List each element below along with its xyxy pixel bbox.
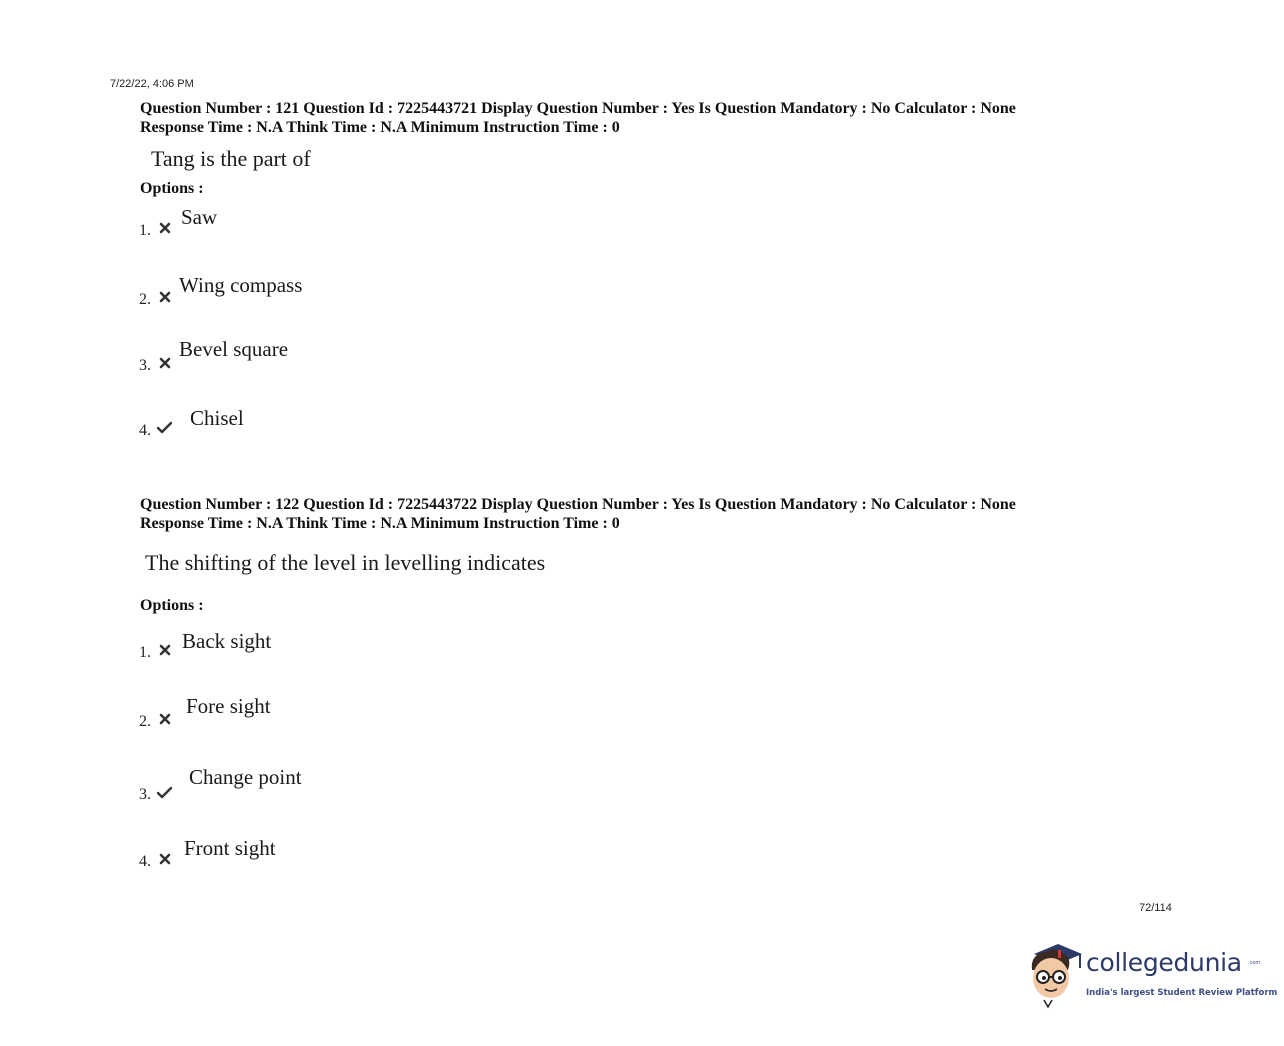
logo-dotcom: .com bbox=[1248, 960, 1261, 966]
option-number: 1. bbox=[139, 644, 151, 661]
option-number: 1. bbox=[139, 222, 151, 239]
cross-icon bbox=[158, 290, 172, 304]
option-number: 2. bbox=[139, 713, 151, 730]
print-timestamp: 7/22/22, 4:06 PM bbox=[110, 78, 194, 90]
question-meta-line1: Question Number : 122 Question Id : 7225443722 Display Question Number : Yes Is Question Mandatory : No Calculator : None bbox=[140, 496, 1016, 513]
logo-tagline: India's largest Student Review Platform bbox=[1086, 988, 1278, 998]
question-text: Tang is the part of bbox=[151, 146, 311, 171]
question-meta-line1: Question Number : 121 Question Id : 7225443721 Display Question Number : Yes Is Question Mandatory : No Calculator : None bbox=[140, 100, 1016, 117]
page-number: 72/114 bbox=[1139, 902, 1172, 914]
mascot-icon bbox=[1024, 940, 1086, 1010]
option-number: 2. bbox=[139, 291, 151, 308]
option-text: Chisel bbox=[190, 406, 244, 430]
option-text: Wing compass bbox=[179, 273, 303, 297]
cross-icon bbox=[158, 221, 172, 235]
cross-icon bbox=[158, 852, 172, 866]
option-number: 4. bbox=[139, 422, 151, 439]
check-icon bbox=[156, 785, 173, 800]
question-meta-line2: Response Time : N.A Think Time : N.A Minimum Instruction Time : 0 bbox=[140, 119, 620, 136]
logo-wordmark: collegedunia bbox=[1086, 948, 1242, 977]
cross-icon bbox=[158, 356, 172, 370]
option-text: Front sight bbox=[184, 836, 276, 860]
option-number: 3. bbox=[139, 786, 151, 803]
options-label: Options : bbox=[140, 597, 204, 614]
option-text: Back sight bbox=[182, 629, 272, 653]
cross-icon bbox=[158, 712, 172, 726]
question-text: The shifting of the level in levelling indicates bbox=[145, 550, 546, 575]
option-text: Saw bbox=[181, 205, 218, 229]
option-number: 4. bbox=[139, 853, 151, 870]
option-number: 3. bbox=[139, 357, 151, 374]
question-meta-line2: Response Time : N.A Think Time : N.A Minimum Instruction Time : 0 bbox=[140, 515, 620, 532]
cross-icon bbox=[158, 643, 172, 657]
check-icon bbox=[156, 420, 173, 435]
option-text: Fore sight bbox=[186, 694, 271, 718]
options-label: Options : bbox=[140, 180, 204, 197]
option-text: Bevel square bbox=[179, 337, 289, 361]
option-text: Change point bbox=[189, 765, 302, 789]
collegedunia-logo bbox=[1024, 940, 1278, 1010]
